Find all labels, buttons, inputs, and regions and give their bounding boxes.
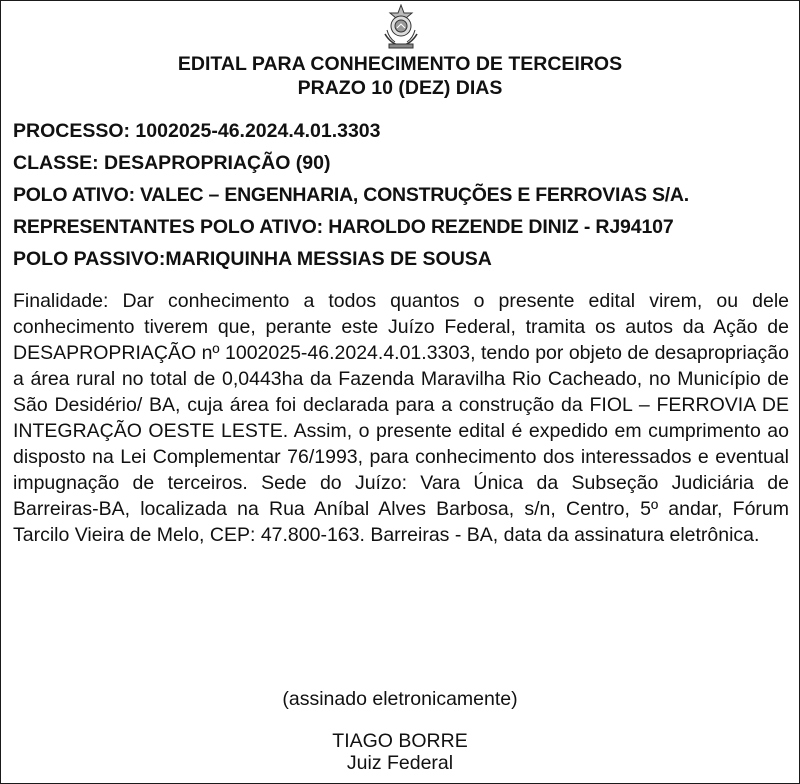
edital-subtitle: PRAZO 10 (DEZ) DIAS [297,77,503,99]
signature-note: (assinado eletronicamente) [282,688,518,710]
polo-passivo-line: POLO PASSIVO:MARIQUINHA MESSIAS DE SOUSA [13,248,492,270]
classe-line: CLASSE: DESAPROPRIAÇÃO (90) [13,152,331,174]
edital-body-paragraph: Finalidade: Dar conhecimento a todos quantos o presente edital virem, ou dele conhecimento tiverem que, perante este Juízo Federal, tramita os autos da Ação de DESAPROPRIAÇÃO nº 1002025-46.2024.4.01.3303, tendo por objeto de desapropriação a área rural no total de 0,0443ha da Fazenda Maravilha Rio Cacheado, no Município de São Desidério/ BA, cuja área foi declarada para a construção da FIOL – FERROVIA DE INTEGRAÇÃO OESTE LESTE. Assim, o presente edital é expedido em cumprimento ao disposto na Lei Complementar 76/1993, para conhecimento dos interessados e eventual impugnação de terceiros. Sede do Juízo: Vara Única da Subseção Judiciária de Barreiras-BA, localizada na Rua Aníbal Alves Barbosa, s/n, Centro, 5º andar, Fórum Tarcilo Vieira de Melo, CEP: 47.800-163. Barreiras - BA, data da assinatura eletrônica. [13,290,789,546]
representantes-line: REPRESENTANTES POLO ATIVO: HAROLDO REZENDE DINIZ - RJ94107 [13,216,674,238]
edital-title: EDITAL PARA CONHECIMENTO DE TERCEIROS [177,53,623,75]
processo-line: PROCESSO: 1002025-46.2024.4.01.3303 [13,120,381,142]
coat-of-arms-icon [381,4,421,50]
judge-name: TIAGO BORRE [332,730,468,752]
polo-ativo-line: POLO ATIVO: VALEC – ENGENHARIA, CONSTRUÇÕES E FERROVIAS S/A. [13,184,689,206]
judge-role: Juiz Federal [346,752,454,774]
